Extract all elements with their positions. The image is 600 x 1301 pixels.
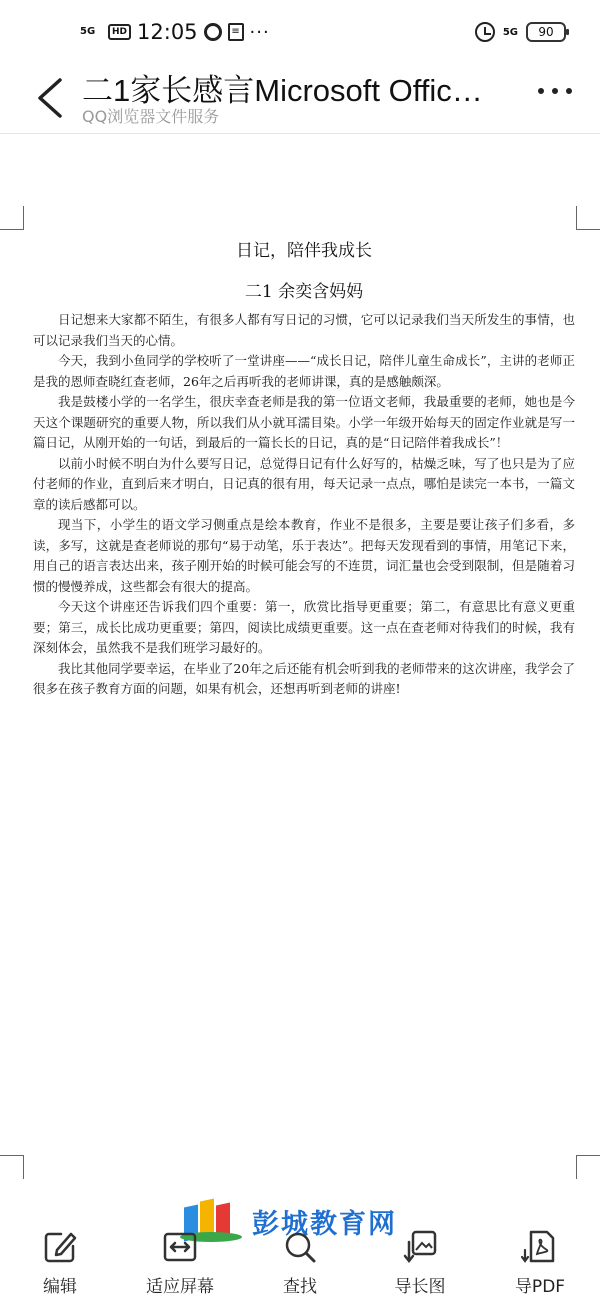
battery-icon: 90 [526,22,566,42]
export-long-image-label: 导长图 [394,1277,446,1297]
alarm-icon [475,22,495,42]
export-long-image-button[interactable] [360,1220,480,1301]
status-right [475,22,566,42]
hd-icon: HD [108,24,131,40]
document-notification-icon: ≡ [228,23,244,41]
signal-icon: 5G [80,26,96,37]
watermark-text: 彭城教育网 [252,1208,397,1240]
doc-heading: 日记，陪伴我成长 [236,241,372,261]
header [0,62,600,134]
back-arrow-icon[interactable] [30,76,70,120]
export-pdf-button[interactable] [480,1220,600,1301]
status-left [80,20,270,44]
doc-paragraph: 我是鼓楼小学的一名学生，很庆幸查老师是我的第一位语文老师，我最重要的老师，她也是今天这个课题研究的重要人物，所以我们从小就耳濡目染。小学一年级开始每天的固定作业就是写一篇日记，从刚开始的一句话，到最后的一篇长长的日记，真的是“日记陪伴着我成长”！ [33,394,575,450]
search-icon [281,1228,319,1266]
edit-button[interactable] [0,1220,120,1301]
export-pdf-icon [521,1228,559,1266]
page-corner-mark [0,206,24,230]
doc-paragraph: 以前小时候不明白为什么要写日记，总觉得日记有什么好写的，枯燥乏味，写了也只是为了应付老师的作业，直到后来才明白，日记真的很有用，每天记录一点点，哪怕是读完一本书，一篇文章的读后感都可以。 [33,455,575,512]
doc-paragraph: 日记想来大家都不陌生，有很多人都有写日记的习惯，它可以记录我们当天所发生的事情，也可以记录我们当天的心情。 [33,312,575,348]
page-corner-mark [576,1155,600,1179]
doc-author: 二1 余奕含妈妈 [244,282,364,302]
more-notifications-icon: ··· [249,21,270,43]
bottom-toolbar [0,1220,600,1301]
document-title: 二1家长感言Microsoft Offic… [82,73,483,108]
status-bar [0,0,600,66]
edit-label: 编辑 [43,1277,77,1297]
doc-paragraph: 今天这个讲座还告诉我们四个重要：第一，欣赏比指导更重要；第二，有意思比有意义更重要；第三，成长比成功更重要；第四，阅读比成绩更重要。这一点在查老师对待我们的时候，我有深刻体会，虽然我不是我们班学习最好的。 [33,599,575,655]
doc-paragraph: 我比其他同学要幸运，在毕业了20年之后还能有机会听到我的老师带来的这次讲座，我学会了很多在孩子教育方面的问题，如果有机会，还想再听到老师的讲座! [33,660,575,696]
qq-browser-notification-icon [204,23,222,41]
search-button[interactable] [240,1220,360,1301]
fit-screen-button[interactable] [120,1220,240,1301]
fit-screen-icon [161,1228,199,1266]
export-pdf-label: 导PDF [514,1277,566,1297]
export-image-icon [401,1228,439,1266]
page-corner-mark [576,206,600,230]
more-options-icon[interactable] [538,88,572,94]
fit-screen-label: 适应屏幕 [146,1277,214,1297]
edit-icon [41,1228,79,1266]
page-corner-mark [0,1155,24,1179]
network-type: 5G [502,26,518,38]
document-page [33,236,575,700]
clock-time: 12:05 [137,20,198,44]
document-source: QQ浏览器文件服务 [82,107,220,126]
search-label: 查找 [283,1277,317,1297]
doc-paragraph: 现当下，小学生的语文学习侧重点是绘本教育，作业不是很多，主要是要让孩子们多看，多读，多写，这就是查老师说的那句“易于动笔，乐于表达”。把每天发现看到的事情，用笔记下来，用自己的语言表达出来，孩子刚开始的时候可能会写的不连贯，词汇量也会受到限制，但是随着习惯的慢慢养成，这些都会有很大的提高。 [33,517,575,594]
doc-paragraph: 今天，我到小鱼同学的学校听了一堂讲座——“成长日记，陪伴儿童生命成长”，主讲的老师正是我的恩师查晓红查老师，26年之后再听我的老师讲课，真的是感触颇深。 [33,353,575,389]
